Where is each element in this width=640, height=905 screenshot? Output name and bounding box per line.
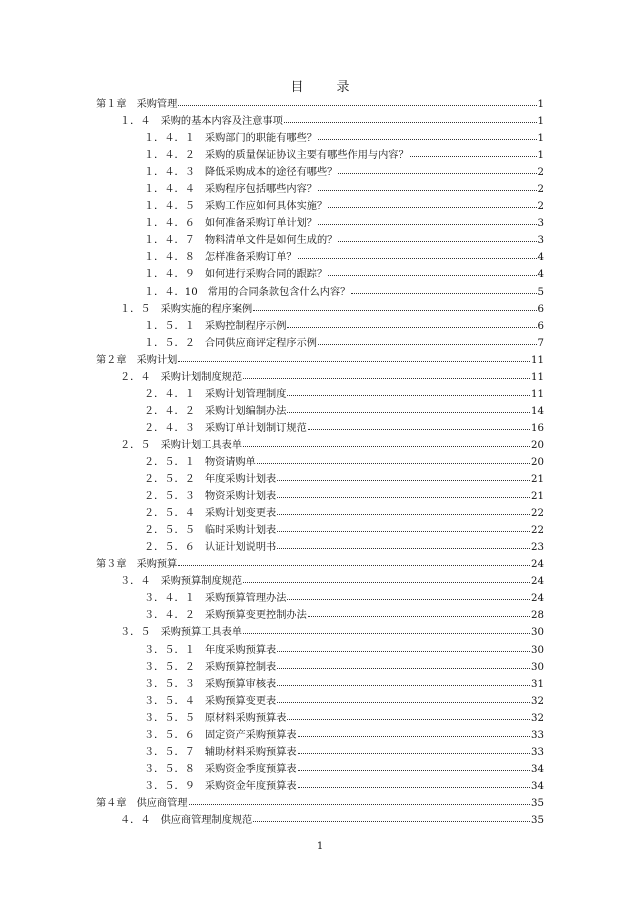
toc-entry[interactable]: [96, 386, 544, 403]
dot-leader: [277, 643, 530, 653]
toc-entry[interactable]: [96, 130, 544, 147]
toc-entry[interactable]: [96, 727, 544, 744]
toc-entry-label: 如何准备采购订单计划？: [204, 218, 317, 230]
dot-leader: [318, 336, 537, 346]
toc-entry-label: 认证计划说明书: [204, 542, 277, 554]
toc-entry-label: 采购预算管理办法: [204, 593, 287, 605]
toc-entry-number: ４．４: [120, 814, 151, 826]
toc-title: 目 录: [290, 80, 360, 95]
dot-leader: [189, 796, 531, 806]
toc-entry-page: 2: [537, 184, 544, 196]
toc-entry-page: 21: [531, 474, 544, 486]
toc-entry-label: 供应商管理制度规范: [160, 814, 253, 826]
toc-entry-page: 24: [531, 559, 544, 571]
toc-entry[interactable]: [96, 437, 544, 454]
toc-entry-label: 采购资金季度预算表: [204, 763, 297, 775]
toc-entry-number: ２．５．６: [144, 542, 195, 554]
dot-leader: [253, 302, 536, 312]
dot-leader: [277, 677, 530, 687]
dot-leader: [178, 557, 530, 567]
toc-entry-label: 物料清单文件是如何生成的？: [204, 235, 338, 247]
toc-entry-page: 33: [531, 729, 544, 741]
toc-entry-number: ３．４．１: [144, 593, 195, 605]
toc-entry-page: 14: [531, 405, 544, 417]
toc-entry[interactable]: [96, 471, 544, 488]
toc-entry-page: 32: [531, 695, 544, 707]
toc-entry[interactable]: [96, 420, 544, 437]
dot-leader: [318, 182, 537, 192]
dot-leader: [277, 694, 530, 704]
toc-entry-number: ２．５．５: [144, 525, 195, 537]
toc-entry-label: 供应商管理: [136, 797, 188, 809]
toc-entry[interactable]: [96, 369, 544, 386]
toc-entry-page: 4: [537, 252, 544, 264]
toc-entry-page: 23: [531, 542, 544, 554]
toc-entry-number: ２．５: [120, 439, 151, 451]
toc-entry-label: 采购计划制度规范: [160, 371, 243, 383]
toc-entry-label: 怎样准备采购订单？: [204, 252, 297, 264]
toc-entry-page: 11: [531, 388, 544, 400]
toc-entry[interactable]: [96, 266, 544, 283]
toc-entry-number: 第１章: [96, 99, 127, 110]
toc-entry-number: 第４章: [96, 797, 127, 809]
dot-leader: [287, 387, 530, 397]
toc-entry-label: 采购订单计划制订规范: [204, 422, 307, 434]
toc-entry-label: 物资采购计划表: [204, 491, 277, 503]
dot-leader: [243, 438, 530, 448]
dot-leader: [287, 591, 530, 601]
dot-leader: [351, 285, 536, 295]
toc-entry-number: ３．５．５: [144, 712, 195, 724]
toc-entry-label: 采购程序包括哪些内容？: [204, 184, 317, 196]
toc-entry-label: 原材料采购预算表: [204, 712, 287, 724]
toc-entry-label: 年度采购预算表: [204, 644, 277, 656]
toc-entry-page: 34: [531, 763, 544, 775]
toc-entry-label: 常用的合同条款包含什么内容？: [207, 286, 351, 298]
toc-entry-page: 3: [537, 235, 544, 247]
toc-entry-number: １．４．９: [144, 269, 195, 281]
toc-entry-page: 21: [531, 491, 544, 503]
toc-entry[interactable]: [96, 335, 544, 352]
toc-entry-page: 30: [531, 644, 544, 656]
toc-entry[interactable]: [96, 642, 544, 659]
toc-entry-page: 1: [537, 150, 544, 162]
dot-leader: [410, 148, 537, 158]
toc-entry[interactable]: [96, 181, 544, 198]
toc-entry[interactable]: [96, 96, 544, 113]
toc-entry-label: 采购部门的职能有哪些？: [204, 133, 317, 145]
toc-entry[interactable]: [96, 556, 544, 573]
toc-entry-label: 采购计划编制办法: [204, 405, 287, 417]
toc-entry-label: 采购计划: [136, 354, 178, 366]
toc-entry-number: ３．５．６: [144, 729, 195, 741]
toc-entry-page: 22: [531, 525, 544, 537]
toc-entry-label: 采购计划管理制度: [204, 388, 287, 400]
toc-entry-label: 采购的质量保证协议主要有哪些作用与内容？: [204, 150, 409, 162]
toc-entry[interactable]: [96, 624, 544, 641]
toc-entry-number: １．５．２: [144, 337, 195, 349]
toc-entry-label: 采购预算: [136, 559, 178, 571]
toc-entry[interactable]: [96, 318, 544, 335]
toc-entry[interactable]: [96, 301, 544, 318]
toc-entry[interactable]: [96, 778, 544, 795]
dot-leader: [284, 114, 537, 124]
toc-entry-page: 1: [537, 99, 544, 110]
toc-entry-label: 采购实施的程序案例: [160, 303, 253, 315]
toc-entry[interactable]: [96, 744, 544, 761]
toc-entry-number: ３．５: [120, 627, 151, 639]
page-number: 1: [316, 841, 324, 852]
toc-entry[interactable]: [96, 761, 544, 778]
toc-entry-page: 11: [531, 354, 544, 366]
toc-entry-number: ２．５．３: [144, 491, 195, 503]
dot-leader: [308, 608, 530, 618]
toc-entry-number: ２．４: [120, 371, 151, 383]
dot-leader: [308, 421, 530, 431]
toc-entry[interactable]: [96, 403, 544, 420]
toc-entry-label: 采购预算工具表单: [160, 627, 243, 639]
toc-entry-number: ２．５．４: [144, 508, 195, 520]
toc-entry-page: 2: [537, 167, 544, 179]
toc-entry-page: 24: [531, 593, 544, 605]
toc-entry-page: 28: [531, 610, 544, 622]
toc-entry-label: 合同供应商评定程序示例: [204, 337, 317, 349]
toc-entry-number: １．４．２: [144, 150, 195, 162]
toc-entry-number: ３．４: [120, 576, 151, 588]
toc-entry-page: 22: [531, 508, 544, 520]
toc-entry-page: 16: [531, 422, 544, 434]
toc-entry-number: ２．５．１: [144, 456, 195, 468]
toc-entry[interactable]: [96, 505, 544, 522]
toc-entry-page: 1: [537, 116, 544, 128]
toc-entry[interactable]: [96, 659, 544, 676]
toc-entry-page: 34: [531, 780, 544, 792]
dot-leader: [178, 97, 536, 107]
table-of-contents: [96, 96, 544, 829]
toc-entry[interactable]: [96, 284, 544, 301]
toc-entry-number: １．４．４: [144, 184, 195, 196]
dot-leader: [277, 472, 530, 482]
dot-leader: [253, 813, 530, 823]
toc-entry[interactable]: [96, 710, 544, 727]
toc-entry-page: 2: [537, 201, 544, 213]
toc-entry-page: 11: [531, 371, 544, 383]
toc-entry[interactable]: [96, 539, 544, 556]
toc-entry-label: 采购控制程序示例: [204, 320, 287, 332]
toc-entry-number: ２．４．２: [144, 405, 195, 417]
toc-entry[interactable]: [96, 488, 544, 505]
toc-entry-number: ２．５．２: [144, 474, 195, 486]
dot-leader: [328, 199, 536, 209]
toc-entry[interactable]: [96, 573, 544, 590]
dot-leader: [243, 370, 530, 380]
toc-entry-label: 采购资金年度预算表: [204, 780, 297, 792]
toc-entry[interactable]: [96, 795, 544, 812]
toc-entry-page: 20: [531, 456, 544, 468]
toc-entry-number: ２．４．３: [144, 422, 195, 434]
toc-entry-label: 采购工作应如何具体实施？: [204, 201, 328, 213]
toc-entry[interactable]: [96, 232, 544, 249]
toc-entry[interactable]: [96, 215, 544, 232]
toc-entry-number: ３．５．９: [144, 780, 195, 792]
toc-entry-page: 35: [531, 797, 544, 809]
toc-entry-label: 临时采购计划表: [204, 525, 277, 537]
toc-entry-page: 30: [531, 661, 544, 673]
toc-entry[interactable]: [96, 352, 544, 369]
toc-entry[interactable]: [96, 113, 544, 130]
dot-leader: [318, 131, 537, 141]
toc-entry[interactable]: [96, 676, 544, 693]
toc-entry-page: 4: [537, 269, 544, 281]
toc-entry-number: ３．４．２: [144, 610, 195, 622]
toc-entry[interactable]: [96, 693, 544, 710]
toc-entry-page: 31: [531, 678, 544, 690]
dot-leader: [243, 574, 530, 584]
toc-entry-label: 固定资产采购预算表: [204, 729, 297, 741]
toc-entry-number: ３．５．７: [144, 746, 195, 758]
dot-leader: [298, 728, 530, 738]
toc-entry[interactable]: [96, 147, 544, 164]
toc-entry-number: ３．５．８: [144, 763, 195, 775]
toc-entry-number: 第３章: [96, 559, 127, 571]
toc-entry[interactable]: [96, 198, 544, 215]
toc-entry-number: １．４．７: [144, 235, 195, 247]
dot-leader: [298, 745, 530, 755]
dot-leader: [277, 540, 530, 550]
toc-entry-page: 33: [531, 746, 544, 758]
toc-entry-label: 采购预算变更表: [204, 695, 277, 707]
dot-leader: [338, 165, 536, 175]
toc-entry-number: ３．５．１: [144, 644, 195, 656]
toc-entry-number: １．５: [120, 303, 151, 315]
toc-entry-number: １．４: [120, 116, 151, 128]
toc-entry-label: 采购的基本内容及注意事项: [160, 116, 283, 128]
toc-entry-number: ２．４．１: [144, 388, 195, 400]
toc-entry[interactable]: [96, 812, 544, 829]
toc-entry-number: ３．５．３: [144, 678, 195, 690]
toc-entry-number: ３．５．２: [144, 661, 195, 673]
toc-entry-label: 采购计划工具表单: [160, 439, 243, 451]
toc-entry-page: 1: [537, 133, 544, 145]
toc-entry-page: 32: [531, 712, 544, 724]
dot-leader: [277, 489, 530, 499]
dot-leader: [328, 267, 536, 277]
toc-entry-label: 采购预算控制表: [204, 661, 277, 673]
dot-leader: [298, 762, 530, 772]
toc-entry[interactable]: [96, 164, 544, 181]
toc-entry-label: 采购预算审核表: [204, 678, 277, 690]
toc-entry-number: １．４．10: [144, 286, 198, 298]
toc-entry-number: １．４．３: [144, 167, 195, 179]
toc-entry-page: 30: [531, 627, 544, 639]
toc-entry-page: 6: [537, 320, 544, 332]
toc-entry-label: 采购预算制度规范: [160, 576, 243, 588]
toc-entry-number: ３．５．４: [144, 695, 195, 707]
dot-leader: [338, 233, 536, 243]
dot-leader: [277, 506, 530, 516]
dot-leader: [298, 779, 530, 789]
dot-leader: [287, 711, 530, 721]
toc-entry-label: 采购管理: [136, 99, 178, 110]
toc-entry-page: 35: [531, 814, 544, 826]
toc-entry[interactable]: [96, 454, 544, 471]
toc-entry-label: 物资请购单: [204, 456, 256, 468]
toc-entry-page: 5: [537, 286, 544, 298]
toc-entry-label: 降低采购成本的途径有哪些？: [204, 167, 338, 179]
toc-entry-label: 采购计划变更表: [204, 508, 277, 520]
toc-entry[interactable]: [96, 522, 544, 539]
toc-entry-page: 6: [537, 303, 544, 315]
toc-entry-number: 第２章: [96, 354, 127, 366]
dot-leader: [287, 319, 536, 329]
dot-leader: [298, 250, 537, 260]
dot-leader: [178, 353, 530, 363]
toc-entry-label: 年度采购计划表: [204, 474, 277, 486]
dot-leader: [277, 523, 530, 533]
toc-entry-page: 20: [531, 439, 544, 451]
dot-leader: [257, 455, 530, 465]
toc-entry-number: １．５．１: [144, 320, 195, 332]
dot-leader: [287, 404, 530, 414]
toc-entry[interactable]: [96, 249, 544, 266]
dot-leader: [277, 660, 530, 670]
toc-entry-number: １．４．６: [144, 218, 195, 230]
toc-entry[interactable]: [96, 590, 544, 607]
toc-entry-number: １．４．５: [144, 201, 195, 213]
toc-entry-page: 3: [537, 218, 544, 230]
toc-entry-number: １．４．１: [144, 133, 195, 145]
toc-entry-page: 24: [531, 576, 544, 588]
dot-leader: [318, 216, 537, 226]
dot-leader: [243, 625, 530, 635]
toc-entry-label: 采购预算变更控制办法: [204, 610, 307, 622]
toc-entry[interactable]: [96, 607, 544, 624]
toc-entry-label: 如何进行采购合同的跟踪？: [204, 269, 328, 281]
toc-entry-number: １．４．８: [144, 252, 195, 264]
toc-entry-page: 7: [537, 337, 544, 349]
toc-entry-label: 辅助材料采购预算表: [204, 746, 297, 758]
